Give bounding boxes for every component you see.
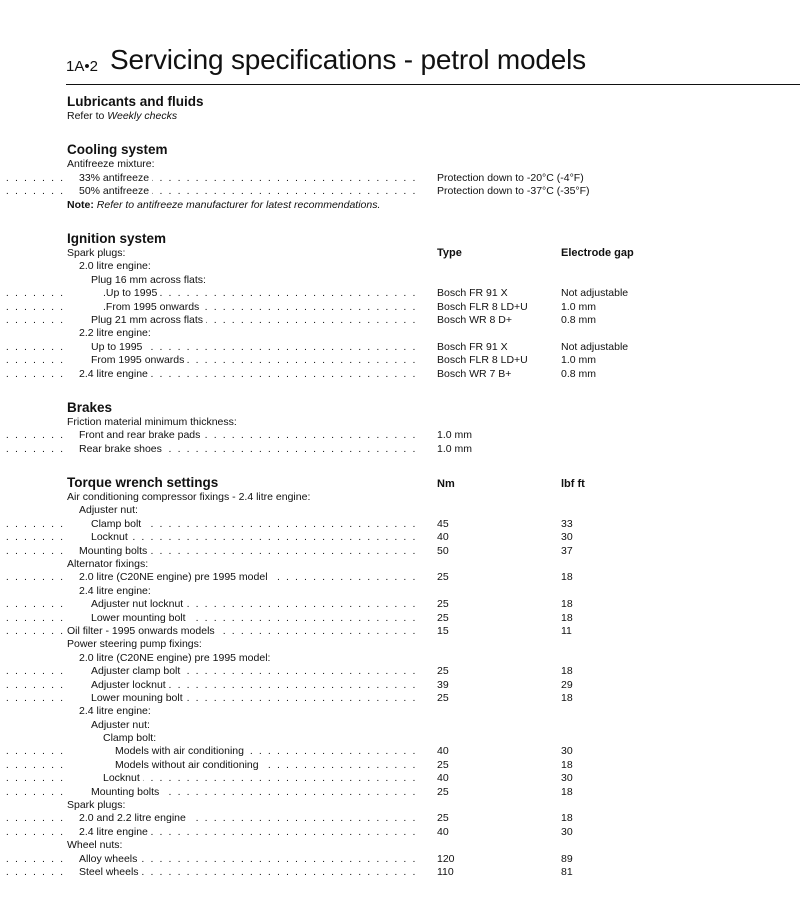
row-label: Power steering pump fixings: (67, 638, 205, 651)
spec-row (67, 443, 787, 456)
dot-leader (0, 287, 417, 300)
row-lbf: 30 (561, 772, 573, 785)
row-lbf: 18 (561, 758, 573, 771)
column-header-type: Type (437, 246, 462, 259)
spec-row (67, 786, 787, 799)
spec-row (67, 274, 787, 287)
row-value: Protection down to -20°C (-4°F) (437, 171, 584, 184)
row-label: Clamp bolt: (67, 732, 159, 745)
row-gap: 0.8 mm (561, 367, 597, 380)
row-gap: Not adjustable (561, 340, 629, 353)
spec-row (67, 287, 787, 300)
row-nm: 40 (437, 772, 449, 785)
row-label: Lower mounting bolt (67, 612, 189, 625)
refer-note (67, 110, 787, 123)
dot-leader (0, 531, 417, 544)
section-torque (67, 474, 787, 879)
row-lbf: 18 (561, 785, 573, 798)
row-label: Plug 16 mm across flats: (67, 274, 209, 287)
row-lbf: 89 (561, 852, 573, 865)
antifreeze-note (67, 199, 787, 212)
row-label: Adjuster clamp bolt (67, 665, 183, 678)
row-label: Oil filter - 1995 onwards models (67, 625, 218, 638)
section-ignition (67, 230, 787, 381)
page-title: Servicing specifications - petrol models (110, 44, 586, 75)
row-label: Up to 1995 (67, 341, 145, 354)
row-label: 2.2 litre engine: (67, 327, 154, 340)
spec-row (67, 612, 787, 625)
row-nm: 15 (437, 624, 449, 637)
row-type: Bosch FR 91 X (437, 287, 508, 300)
row-lbf: 37 (561, 544, 573, 557)
row-label: 2.0 litre (C20NE engine) pre 1995 model (67, 571, 271, 584)
row-nm: 25 (437, 758, 449, 771)
dot-leader (0, 518, 417, 531)
row-label: Alternator fixings: (67, 558, 151, 571)
spec-row (67, 545, 787, 558)
column-header-gap: Electrode gap (561, 246, 634, 259)
spec-row (67, 853, 787, 866)
spec-row (67, 301, 787, 314)
row-label: Adjuster locknut (67, 679, 169, 692)
spec-row (67, 799, 787, 812)
spec-row (67, 571, 787, 584)
spec-row (67, 327, 787, 340)
row-label: Plug 21 mm across flats (67, 314, 206, 327)
row-gap: Not adjustable (561, 287, 629, 300)
row-type: Bosch FR 91 X (437, 340, 508, 353)
row-label: Alloy wheels (67, 853, 140, 866)
row-label: Mounting bolts (67, 545, 150, 558)
refer-prefix: Refer to (67, 110, 108, 122)
row-label: Spark plugs: (67, 799, 128, 812)
row-gap: 0.8 mm (561, 313, 597, 326)
row-label: Adjuster nut locknut (67, 598, 186, 611)
row-label: Front and rear brake pads (67, 429, 203, 442)
spec-row (67, 531, 787, 544)
section-heading: Lubricants and fluids (67, 94, 204, 109)
dot-leader (0, 301, 417, 314)
row-value: 1.0 mm (437, 429, 473, 442)
dot-leader (0, 429, 417, 442)
row-gap: 1.0 mm (561, 300, 597, 313)
dot-leader (0, 692, 417, 705)
row-label: Spark plugs: (67, 246, 126, 259)
row-nm: 25 (437, 812, 449, 825)
spec-row (67, 665, 787, 678)
row-label: Adjuster nut: (67, 719, 153, 732)
row-lbf: 18 (561, 571, 573, 584)
spec-row (67, 247, 787, 260)
dot-leader (0, 853, 417, 866)
row-nm: 25 (437, 665, 449, 678)
spec-row (67, 866, 787, 879)
dot-leader (0, 866, 417, 879)
row-lbf: 30 (561, 531, 573, 544)
dot-leader (0, 443, 417, 456)
spec-content (67, 93, 787, 897)
spec-row (67, 826, 787, 839)
dot-leader (0, 185, 417, 198)
note-text: Refer to antifreeze manufacturer for latest recommendations. (96, 198, 381, 211)
section-lubricants (67, 93, 787, 123)
spec-row (67, 598, 787, 611)
row-nm: 39 (437, 678, 449, 691)
row-label: Locknut (67, 772, 143, 785)
row-label: Steel wheels (67, 866, 142, 879)
dot-leader (0, 545, 417, 558)
row-label: 2.0 litre engine: (67, 260, 154, 273)
spec-row (67, 585, 787, 598)
row-label: Models with air conditioning (67, 745, 247, 758)
row-label: Adjuster nut: (67, 504, 141, 517)
row-label: Clamp bolt (67, 518, 144, 531)
dot-leader (0, 314, 417, 327)
row-label: Lower mouning bolt (67, 692, 186, 705)
spec-row (67, 638, 787, 651)
page-number: 1A•2 (66, 58, 98, 75)
row-label: 2.4 litre engine: (67, 585, 154, 598)
spec-row (67, 354, 787, 367)
row-value: 1.0 mm (437, 442, 473, 455)
dot-leader (0, 786, 417, 799)
row-lbf: 18 (561, 665, 573, 678)
row-nm: 40 (437, 531, 449, 544)
dot-leader (0, 826, 417, 839)
spec-row (67, 705, 787, 718)
spec-row (67, 839, 787, 852)
note-label: Note: (67, 198, 94, 211)
dot-leader (0, 812, 417, 825)
row-label: Locknut (67, 531, 131, 544)
row-label: 2.4 litre engine: (67, 705, 154, 718)
section-heading: Ignition system (67, 230, 167, 246)
dot-leader (0, 598, 417, 611)
row-value: Protection down to -37°C (-35°F) (437, 185, 590, 198)
row-label: Air conditioning compressor fixings - 2.4 litre engine: (67, 491, 313, 504)
row-nm: 25 (437, 785, 449, 798)
section-heading: Brakes (67, 399, 113, 415)
spec-row (67, 759, 787, 772)
dot-leader (0, 341, 417, 354)
row-lbf: 81 (561, 866, 573, 878)
spec-row (67, 719, 787, 732)
row-label: 2.0 litre (C20NE engine) pre 1995 model: (67, 652, 273, 665)
row-type: Bosch FLR 8 LD+U (437, 354, 528, 367)
spec-row (67, 652, 787, 665)
row-lbf: 30 (561, 825, 573, 838)
spec-row (67, 491, 787, 504)
spec-row (67, 416, 787, 429)
section-brakes (67, 399, 787, 456)
row-label: 2.0 and 2.2 litre engine (67, 812, 189, 825)
row-nm: 45 (437, 517, 449, 530)
row-label: 50% antifreeze (67, 185, 152, 198)
spec-row (67, 341, 787, 354)
row-label: From 1995 onwards (67, 354, 187, 367)
spec-row (67, 314, 787, 327)
spec-row (67, 772, 787, 785)
row-lbf: 18 (561, 598, 573, 611)
dot-leader (0, 772, 417, 785)
dot-leader (0, 679, 417, 692)
spec-row (67, 679, 787, 692)
row-nm: 110 (437, 866, 454, 878)
column-header-nm: Nm (437, 478, 455, 491)
spec-row (67, 692, 787, 705)
row-lbf: 33 (561, 517, 573, 530)
row-label: 2.4 litre engine (67, 368, 151, 381)
row-nm: 25 (437, 598, 449, 611)
spec-row (67, 812, 787, 825)
row-lbf: 29 (561, 678, 573, 691)
row-label: Friction material minimum thickness: (67, 416, 240, 429)
row-label: Models without air conditioning (67, 759, 262, 772)
spec-row (67, 158, 787, 171)
row-nm: 50 (437, 544, 449, 557)
row-label: Rear brake shoes (67, 443, 165, 456)
row-label: Mounting bolts (67, 786, 162, 799)
row-label: 2.4 litre engine (67, 826, 151, 839)
spec-row (67, 368, 787, 381)
spec-row (67, 518, 787, 531)
row-lbf: 11 (561, 624, 572, 637)
column-header-lbf: lbf ft (561, 478, 585, 491)
row-nm: 40 (437, 825, 449, 838)
spec-row (67, 625, 787, 638)
spec-row (67, 745, 787, 758)
row-type: Bosch WR 7 B+ (437, 367, 512, 380)
spec-row (67, 260, 787, 273)
dot-leader (0, 612, 417, 625)
section-heading: Torque wrench settings (67, 475, 219, 491)
spec-row (67, 504, 787, 517)
row-lbf: 30 (561, 745, 573, 758)
row-lbf: 18 (561, 611, 573, 624)
row-lbf: 18 (561, 691, 573, 704)
spec-row (67, 185, 787, 198)
row-gap: 1.0 mm (561, 354, 597, 367)
row-label: Wheel nuts: (67, 839, 125, 852)
spec-row (67, 172, 787, 185)
spec-row (67, 429, 787, 442)
row-label: 33% antifreeze (67, 172, 152, 185)
row-nm: 25 (437, 611, 449, 624)
dot-leader (0, 172, 417, 185)
row-nm: 25 (437, 691, 449, 704)
row-nm: 120 (437, 852, 455, 865)
spec-row (67, 732, 787, 745)
row-label: .From 1995 onwards (67, 301, 202, 314)
refer-target: Weekly checks (107, 110, 178, 122)
row-nm: 25 (437, 571, 449, 584)
spec-row (67, 558, 787, 571)
dot-leader (0, 354, 417, 367)
row-type: Bosch FLR 8 LD+U (437, 300, 528, 313)
row-label: .Up to 1995 (67, 287, 160, 300)
dot-leader (0, 368, 417, 381)
row-nm: 40 (437, 745, 449, 758)
row-label: Antifreeze mixture: (67, 158, 158, 171)
dot-leader (0, 665, 417, 678)
section-cooling (67, 141, 787, 212)
page-header (66, 44, 800, 85)
row-lbf: 18 (561, 812, 573, 825)
row-type: Bosch WR 8 D+ (437, 313, 512, 326)
section-heading: Cooling system (67, 142, 168, 158)
